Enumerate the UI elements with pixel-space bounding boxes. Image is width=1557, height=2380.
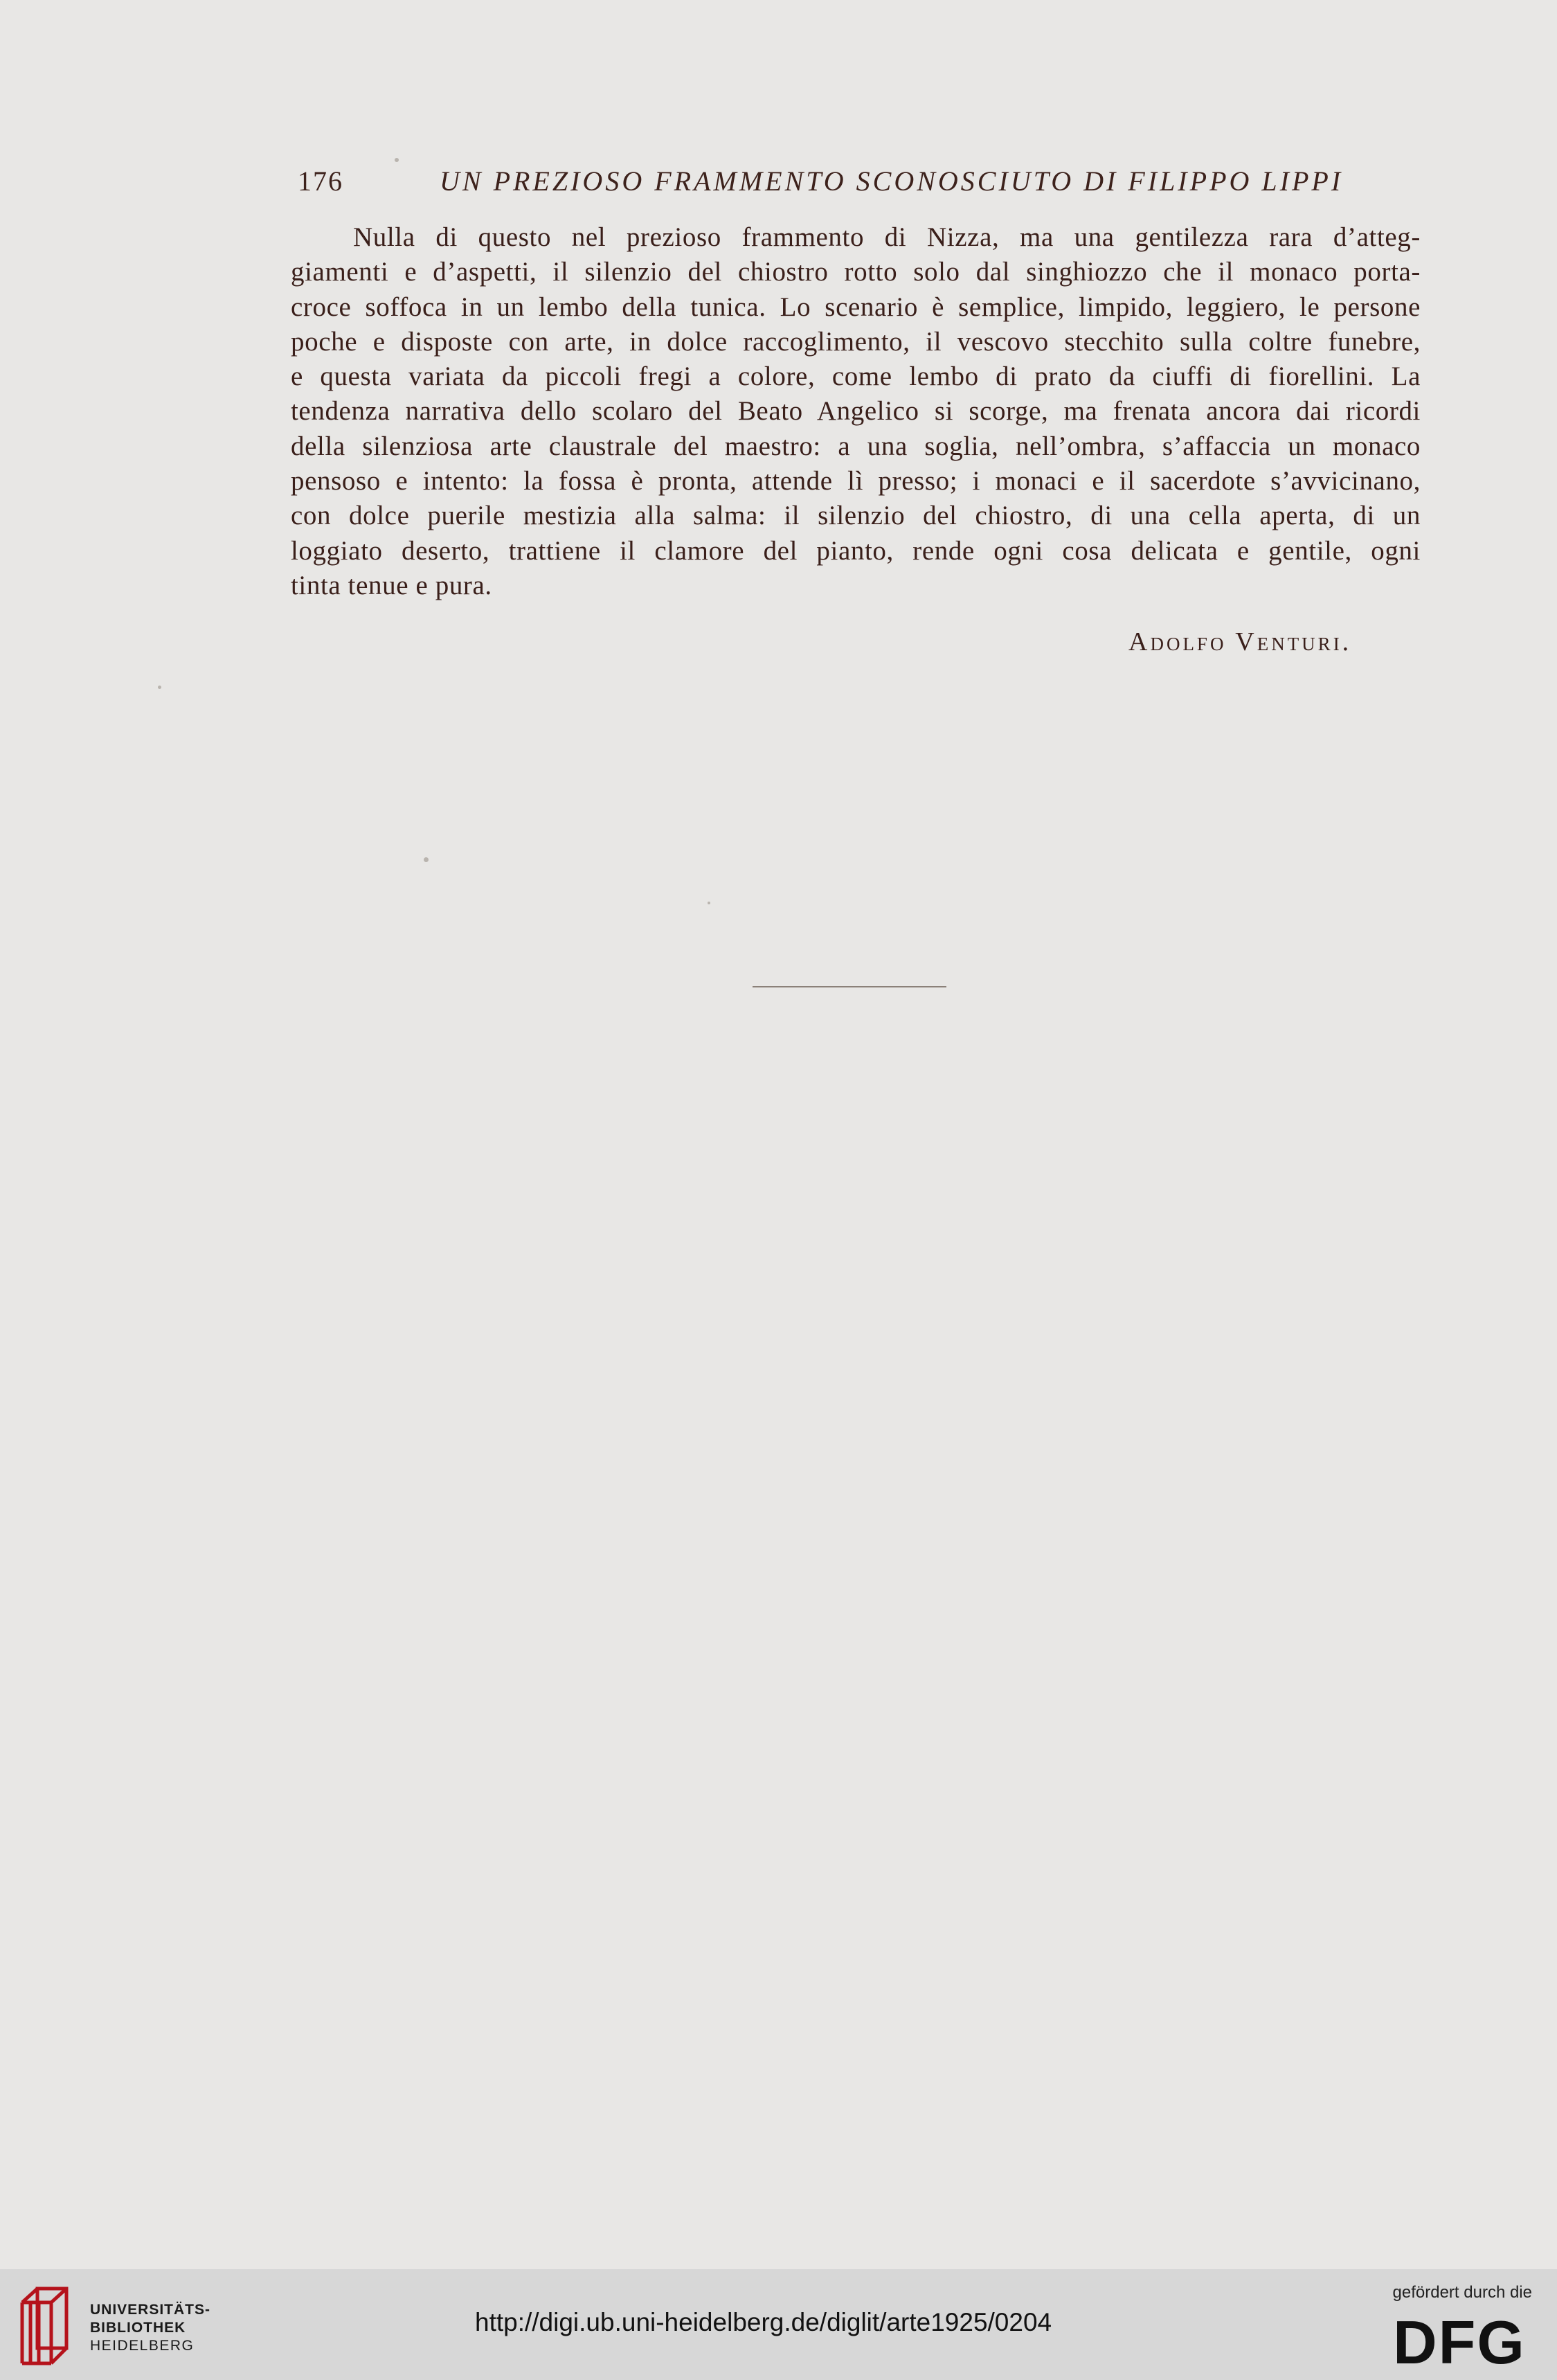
text-line: poche e disposte con arte, in dolce raccoglimento, il vescovo stecchito sulla coltre funebre, — [291, 326, 1421, 357]
text-line: loggiato deserto, trattiene il clamore del pianto, rende ogni cosa delicata e gentile, ogni — [291, 535, 1421, 566]
text-line: croce soffoca in un lembo della tunica. Lo scenario è semplice, limpido, leggiero, le persone — [291, 292, 1421, 322]
page-number: 176 — [298, 165, 343, 197]
library-name — [90, 2301, 210, 2355]
paper-speck — [424, 857, 429, 862]
section-divider — [753, 986, 946, 987]
dfg-logo-icon — [1387, 2312, 1532, 2370]
text-line: Nulla di questo nel prezioso frammento di Nizza, ma una gentilezza rara d’atteg- — [353, 222, 1421, 252]
library-logo-icon — [17, 2282, 79, 2369]
paper-speck — [395, 158, 399, 162]
text-line: pensoso e intento: la fossa è pronta, attende lì presso; i monaci e il sacerdote s’avvicinano, — [291, 466, 1421, 496]
text-line: giamenti e d’aspetti, il silenzio del chiostro rotto solo dal singhiozzo che il monaco porta- — [291, 257, 1421, 287]
author-signature: Adolfo Venturi. — [1128, 627, 1352, 656]
library-name-line: HEIDELBERG — [90, 2338, 195, 2354]
text-line: tendenza narrativa dello scolaro del Beato Angelico si scorge, ma frenata ancora dai ricordi — [291, 396, 1421, 427]
text-line: con dolce puerile mestizia alla salma: il silenzio del chiostro, di una cella aperta, di un — [291, 501, 1421, 531]
paper-speck — [158, 686, 161, 689]
text-line: della silenziosa arte claustrale del maestro: a una soglia, nell’ombra, s’affaccia un monaco — [291, 431, 1421, 461]
page-header — [298, 165, 1344, 206]
library-name-line: BIBLIOTHEK — [90, 2320, 186, 2336]
body-paragraph — [291, 220, 1421, 603]
digitization-footer — [0, 2269, 1557, 2380]
dfg-logo-text: DFG — [1393, 2312, 1526, 2370]
permalink-url[interactable]: http://digi.ub.uni-heidelberg.de/diglit/arte1925/0204 — [475, 2308, 1052, 2336]
library-name-line: UNIVERSITÄTS- — [90, 2302, 211, 2318]
paper-speck — [708, 902, 710, 904]
funding-note: gefördert durch die — [1392, 2283, 1532, 2302]
text-line: e questa variata da piccoli fregi a colore, come lembo di prato da ciuffi di fiorellini. La — [291, 361, 1421, 392]
text-line: tinta tenue e pura. — [291, 570, 492, 600]
running-title: UN PREZIOSO FRAMMENTO SCONOSCIUTO DI FILIPPO LIPPI — [440, 165, 1344, 197]
